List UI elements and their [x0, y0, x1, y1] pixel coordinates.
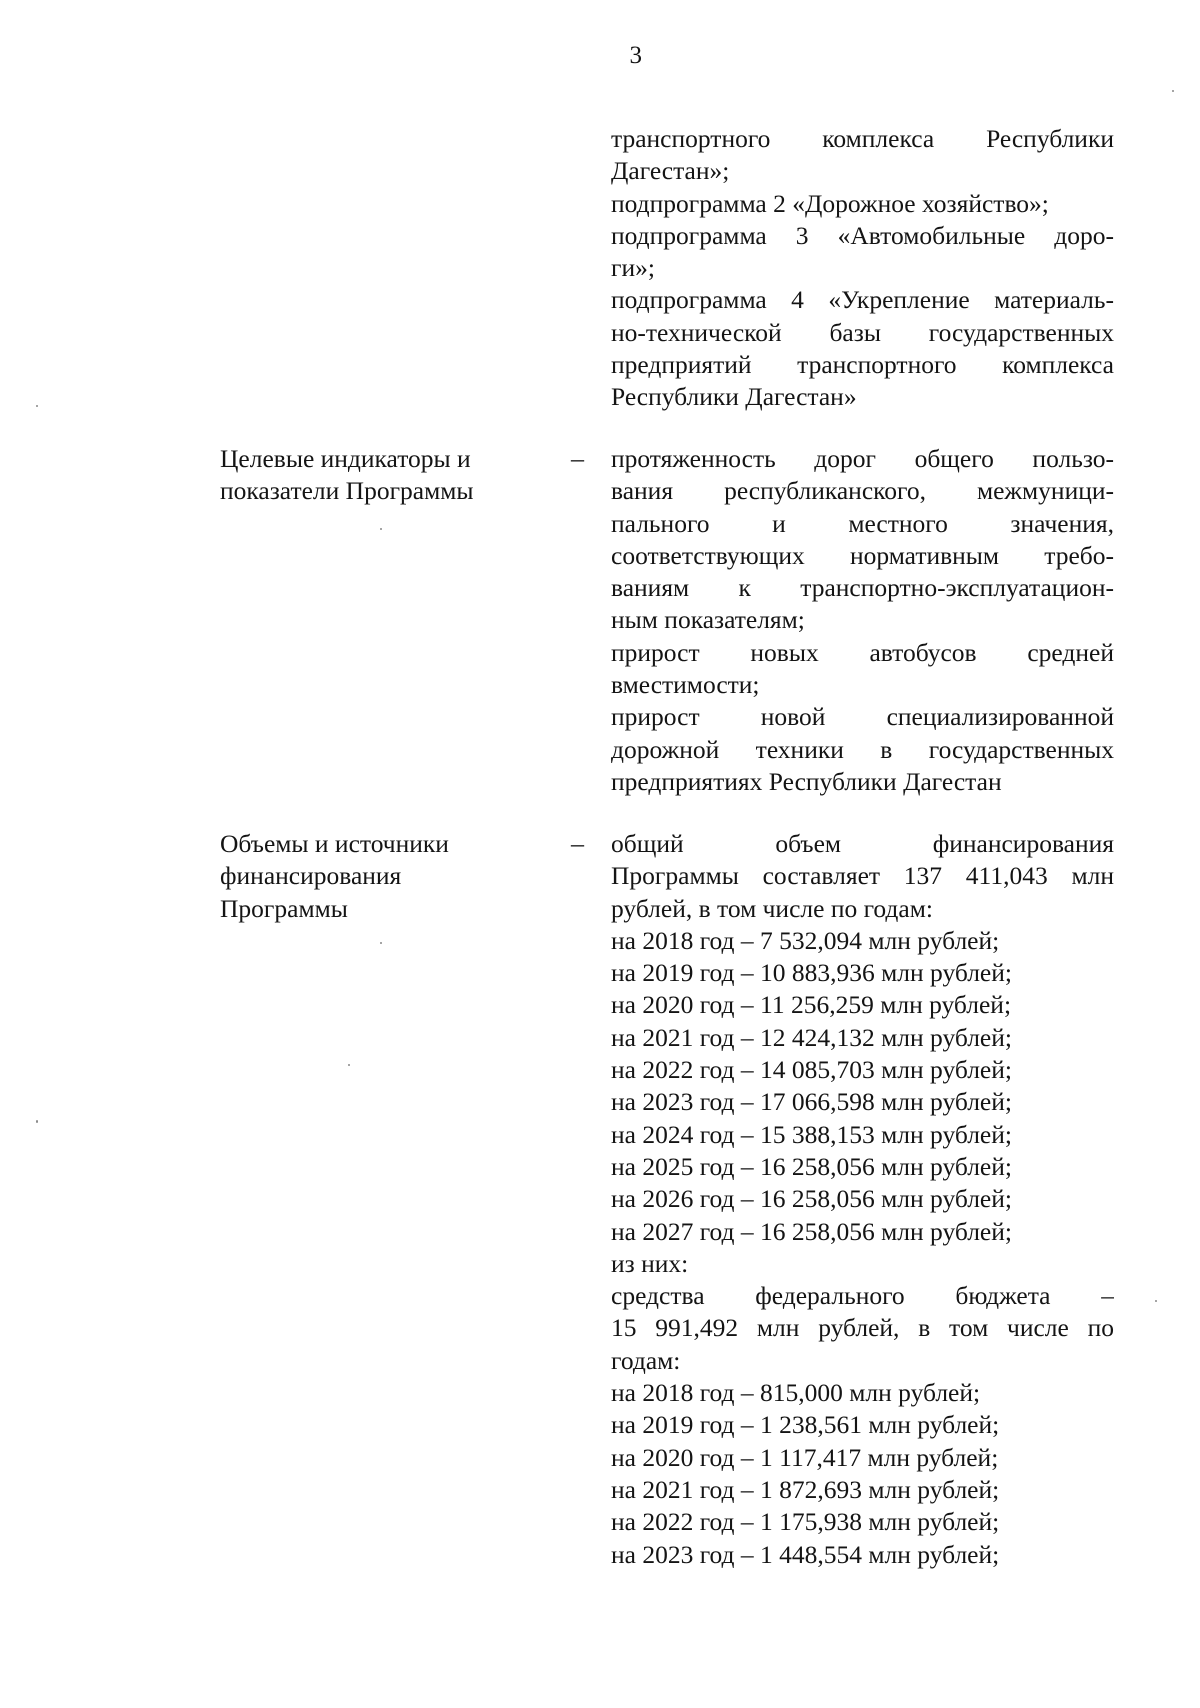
label-line: финансирования — [220, 861, 402, 891]
text-line: на 2024 год – 15 388,153 млн рублей; — [611, 1119, 1012, 1149]
text-line: предприятиях Республики Дагестан — [611, 766, 1002, 796]
label-line: показатели Программы — [220, 476, 474, 506]
indicators-dash: – — [571, 444, 584, 473]
text-line: Дагестан»; — [611, 156, 730, 186]
text-line: предприятий транспортного комплекса — [611, 350, 1114, 380]
text-line: на 2022 год – 1 175,938 млн рублей; — [611, 1507, 1000, 1537]
scan-speck — [380, 942, 382, 944]
text-line: пального и местного значения, — [611, 508, 1114, 538]
scan-speck — [380, 528, 382, 530]
text-line: на 2019 год – 10 883,936 млн рублей; — [611, 958, 1012, 988]
text-line: на 2025 год – 16 258,056 млн рублей; — [611, 1151, 1012, 1181]
text-line: из них: — [611, 1248, 689, 1278]
text-line: ным показателям; — [611, 605, 805, 635]
indicators-text — [611, 443, 1114, 798]
text-line: прирост новой специализированной — [611, 702, 1114, 732]
text-line: Республики Дагестан» — [611, 382, 857, 412]
text-line: прирост новых автобусов средней — [611, 637, 1114, 667]
text-line: вместимости; — [611, 670, 760, 700]
text-line: на 2018 год – 7 532,094 млн рублей; — [611, 925, 1000, 955]
label-line: Программы — [220, 893, 348, 923]
scan-speck — [36, 1120, 38, 1123]
text-line: на 2026 год – 16 258,056 млн рублей; — [611, 1184, 1012, 1214]
page-number: 3 — [629, 42, 643, 69]
scan-speck — [36, 405, 38, 407]
text-line: на 2021 год – 12 424,132 млн рублей; — [611, 1022, 1012, 1052]
text-line: годам: — [611, 1345, 681, 1375]
scan-speck — [1172, 90, 1174, 92]
text-line: на 2019 год – 1 238,561 млн рублей; — [611, 1410, 1000, 1440]
text-line: соответствующих нормативным требо- — [611, 540, 1114, 570]
text-line: подпрограмма 4 «Укрепление материаль- — [611, 285, 1114, 315]
text-line: на 2023 год – 1 448,554 млн рублей; — [611, 1539, 1000, 1569]
text-line: транспортного комплекса Республики — [611, 124, 1114, 153]
text-line: средства федерального бюджета – — [611, 1281, 1114, 1311]
text-line: на 2027 год – 16 258,056 млн рублей; — [611, 1216, 1012, 1246]
text-line: общий объем финансирования — [611, 829, 1114, 858]
label-line: Целевые индикаторы и — [220, 444, 471, 473]
scan-speck — [348, 1064, 350, 1066]
text-line: ваниям к транспортно-эксплуатацион- — [611, 573, 1114, 603]
text-line: рублей, в том числе по годам: — [611, 893, 933, 923]
text-line: подпрограмма 3 «Автомобильные доро- — [611, 220, 1114, 250]
text-line: 15 991,492 млн рублей, в том числе по — [611, 1313, 1114, 1343]
text-line: но-технической базы государственных — [611, 317, 1114, 347]
financing-dash: – — [571, 829, 584, 858]
text-line: на 2020 год – 11 256,259 млн рублей; — [611, 990, 1012, 1020]
text-line: на 2021 год – 1 872,693 млн рублей; — [611, 1474, 1000, 1504]
text-line: дорожной техники в государственных — [611, 734, 1114, 764]
text-line: ги»; — [611, 253, 655, 283]
text-line: Программы составляет 137 411,043 млн — [611, 861, 1114, 891]
text-line: на 2020 год – 1 117,417 млн рублей; — [611, 1442, 999, 1472]
text-line: на 2022 год – 14 085,703 млн рублей; — [611, 1055, 1012, 1085]
text-line: вания республиканского, межмуници- — [611, 476, 1114, 506]
text-line: на 2018 год – 815,000 млн рублей; — [611, 1378, 981, 1408]
text-line: подпрограмма 2 «Дорожное хозяйство»; — [611, 188, 1049, 218]
text-line: на 2023 год – 17 066,598 млн рублей; — [611, 1087, 1012, 1117]
financing-text — [611, 828, 1114, 1571]
label-line: Объемы и источники — [220, 829, 449, 858]
text-line: протяженность дорог общего пользо- — [611, 444, 1114, 473]
subprograms-text — [611, 123, 1114, 414]
financing-label — [220, 828, 550, 925]
indicators-label — [220, 443, 550, 508]
scan-speck — [1155, 1300, 1157, 1302]
